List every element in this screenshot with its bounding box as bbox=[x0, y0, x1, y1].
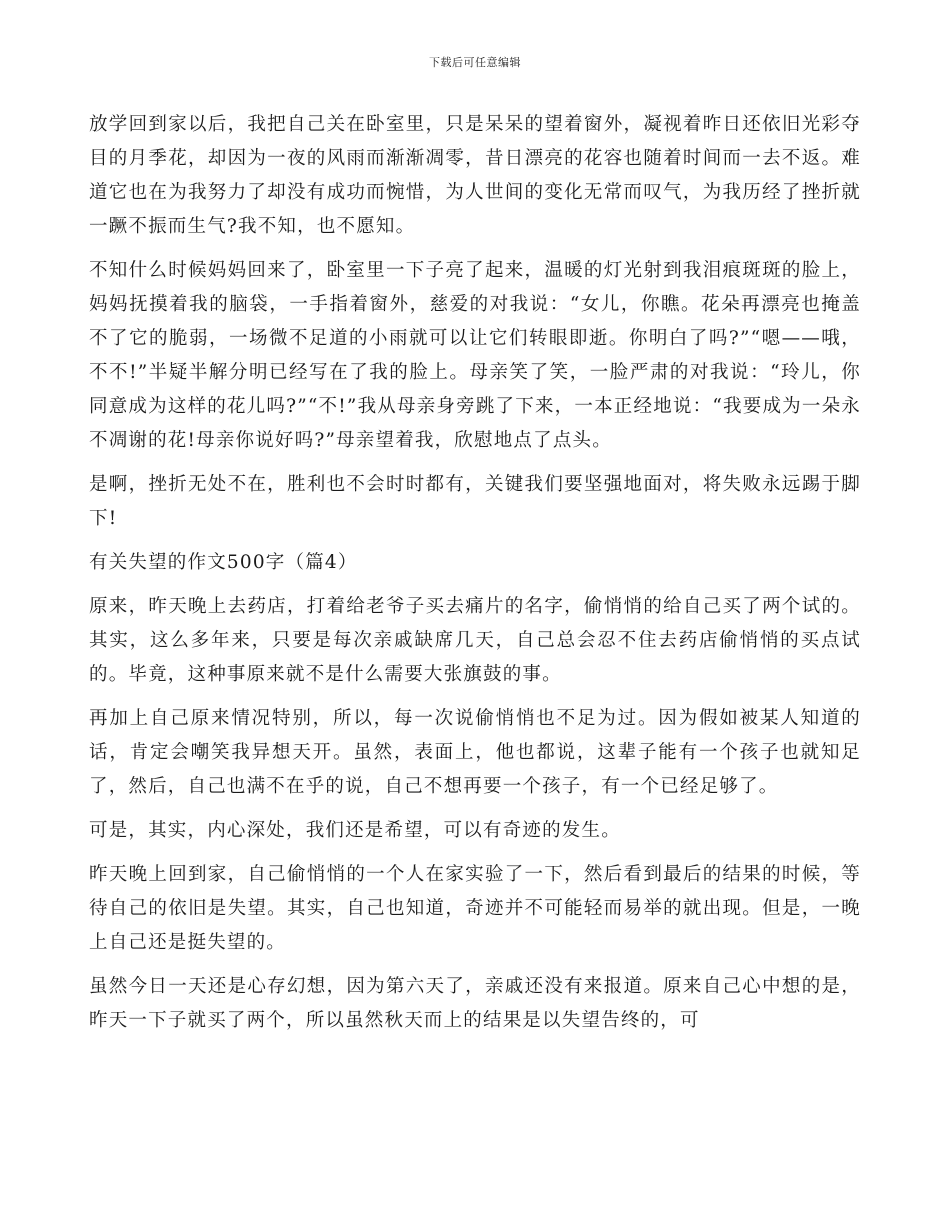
paragraph: 原来，昨天晚上去药店，打着给老爷子买去痛片的名字，偷悄悄的给自己买了两个试的。其实，这么多年来，只要是每次亲戚缺席几天，自己总会忍不住去药店偷悄悄的买点试的。毕竟，这种事原来就不是什么需要大张旗鼓的事。 bbox=[89, 596, 861, 685]
document-body bbox=[89, 108, 861, 1048]
paragraph: 是啊，挫折无处不在，胜利也不会时时都有，关键我们要坚强地面对，将失败永远踢于脚下! bbox=[89, 474, 861, 529]
paragraph: 可是，其实，内心深处，我们还是希望，可以有奇迹的发生。 bbox=[89, 820, 621, 841]
section-heading: 有关失望的作文500字（篇4） bbox=[89, 552, 358, 573]
paragraph: 虽然今日一天还是心存幻想，因为第六天了，亲戚还没有来报道。原来自己心中想的是，昨天一下子就买了两个，所以虽然秋天而上的结果是以失望告终的，可 bbox=[89, 976, 861, 1031]
paragraph: 放学回到家以后，我把自己关在卧室里，只是呆呆的望着窗外，凝视着昨日还依旧光彩夺目的月季花，却因为一夜的风雨而渐渐凋零，昔日漂亮的花容也随着时间而一去不返。难道它也在为我努力了却没有成功而惋惜，为人世间的变化无常而叹气，为我历经了挫折就一蹶不振而生气?我不知，也不愿知。 bbox=[89, 114, 861, 237]
paragraph: 昨天晚上回到家，自己偷悄悄的一个人在家实验了一下，然后看到最后的结果的时候，等待自己的依旧是失望。其实，自己也知道，奇迹并不可能轻而易举的就出现。但是，一晚上自己还是挺失望的。 bbox=[89, 864, 861, 953]
paragraph: 再加上自己原来情况特别，所以，每一次说偷悄悄也不足为过。因为假如被某人知道的话，肯定会嘲笑我异想天开。虽然，表面上，他也都说，这辈子能有一个孩子也就知足了，然后，自己也满不在乎的说，自己不想再要一个孩子，有一个已经足够了。 bbox=[89, 708, 861, 797]
page-header: 下载后可任意编辑 bbox=[429, 56, 521, 69]
paragraph: 不知什么时候妈妈回来了，卧室里一下子亮了起来，温暖的灯光射到我泪痕斑斑的脸上，妈妈抚摸着我的脑袋，一手指着窗外，慈爱的对我说：“女儿，你瞧。花朵再漂亮也掩盖不了它的脆弱，一场微不足道的小雨就可以让它们转眼即逝。你明白了吗?”“嗯——哦，不不!”半疑半解分明已经写在了我的脸上。母亲笑了笑，一脸严肃的对我说：“玲儿，你同意成为这样的花儿吗?”“不!”我从母亲身旁跳了下来，一本正经地说：“我要成为一朵永不凋谢的花!母亲你说好吗?”母亲望着我，欣慰地点了点头。 bbox=[89, 260, 861, 451]
